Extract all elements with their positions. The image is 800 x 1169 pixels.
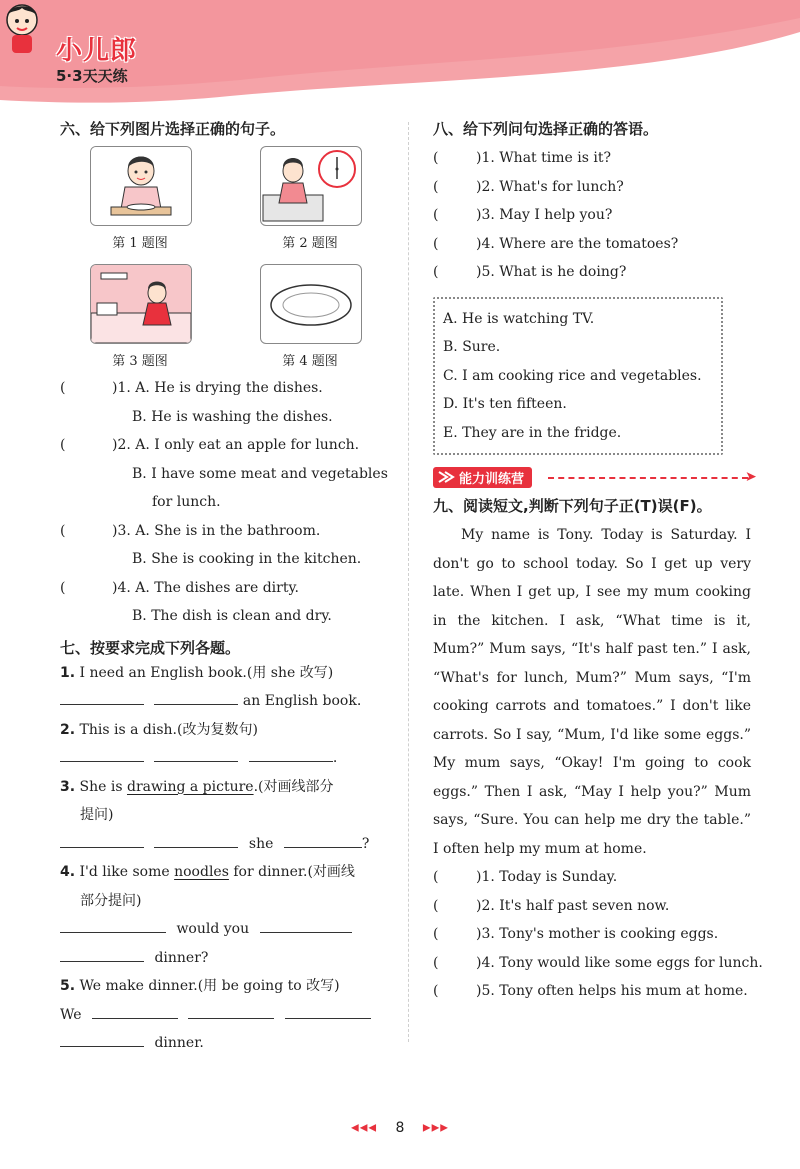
q7-4-answer-2: dinner? xyxy=(60,944,390,973)
q7-2: 2. This is a dish.(改为复数句) xyxy=(60,721,258,738)
section-9-title: 九、阅读短文,判断下列句子正(T)误(F)。 xyxy=(433,497,712,515)
left-arrows-icon: ◀◀◀ xyxy=(351,1122,378,1134)
q9-1: ( )1. Today is Sunday. xyxy=(433,869,618,885)
q8-3: ( )3. May I help you? xyxy=(433,207,613,223)
brand-logo xyxy=(56,30,137,86)
right-arrows-icon: ▶▶▶ xyxy=(422,1122,449,1134)
q9-2: ( )2. It's half past seven now. xyxy=(433,897,670,914)
section-7-title: 七、按要求完成下列各题。 xyxy=(60,638,241,657)
q7-4-cont: 部分提问) xyxy=(80,892,142,909)
option-c: C. I am cooking rice and vegetables. xyxy=(443,367,702,384)
blank-input[interactable] xyxy=(60,918,166,933)
blank-input[interactable] xyxy=(285,1004,371,1019)
q7-5-answer: We xyxy=(60,1001,390,1030)
option-b: B. Sure. xyxy=(443,339,501,355)
option-e: E. They are in the fridge. xyxy=(443,424,622,441)
q7-4-answer: would you xyxy=(60,915,390,944)
options-box xyxy=(433,297,723,456)
blank-input[interactable] xyxy=(154,833,238,848)
caption-2: 第 2 题图 xyxy=(282,236,338,251)
page-number: 8 xyxy=(395,1120,405,1136)
q6-4-a: ( )4. A. The dishes are dirty. xyxy=(60,579,299,596)
blank-input[interactable] xyxy=(260,918,352,933)
left-column xyxy=(60,118,390,1058)
section-8-questions xyxy=(433,144,763,287)
blank-input[interactable] xyxy=(188,1004,274,1019)
q6-3-a: ( )3. A. She is in the bathroom. xyxy=(60,522,321,539)
blank-input[interactable] xyxy=(60,690,144,705)
training-banner xyxy=(433,467,763,491)
q8-5: ( )5. What is he doing? xyxy=(433,264,627,280)
blank-input[interactable] xyxy=(284,833,362,848)
page-header xyxy=(0,0,800,110)
option-d: D. It's ten fifteen. xyxy=(443,396,567,412)
q9-4: ( )4. Tony would like some eggs for lunch. xyxy=(433,954,763,971)
plate-image xyxy=(261,265,361,343)
blank-input[interactable] xyxy=(249,747,333,762)
q7-1-answer: an English book. xyxy=(60,687,390,716)
arrow-icon xyxy=(437,469,455,485)
mascot-icon xyxy=(0,0,44,56)
caption-3: 第 3 题图 xyxy=(112,354,168,369)
reading-passage: My name is Tony. Today is Saturday. I don't go to school today. So I get up very late. When I get up, I see my mum cooking in the kitchen. I ask, “What time is it, Mum?” Mum says, “It's half past ten.” I ask, “What's for lunch, Mum?” Mum says, “I'm cooking carrots and tomatoes.” I don't like carrots. So I say, “Mum, I'd like some eggs.” My mum says, “Okay! I'm going to cook eggs.” Then I ask, “May I help you?” Mum says, “Sure. You can help me dry the table.” I often help my mum at home. xyxy=(433,527,751,857)
option-a: A. He is watching TV. xyxy=(443,310,595,327)
q6-4-b: B. The dish is clean and dry. xyxy=(132,608,332,624)
brand-name: 小儿郎 xyxy=(56,36,138,66)
series-name: 5·3天天练 xyxy=(56,67,128,85)
section-6-title: 六、给下列图片选择正确的句子。 xyxy=(60,120,286,138)
banner-arrow-icon: ➤ xyxy=(745,469,757,485)
blank-input[interactable] xyxy=(60,947,144,962)
q6-1-a: ( )1. A. He is drying the dishes. xyxy=(60,380,323,396)
blank-input[interactable] xyxy=(92,1004,178,1019)
q9-3: ( )3. Tony's mother is cooking eggs. xyxy=(433,926,719,942)
q7-5-answer-2: dinner. xyxy=(60,1029,390,1058)
blank-input[interactable] xyxy=(60,747,144,762)
boy-washing-dishes-image xyxy=(91,147,191,225)
blank-input[interactable] xyxy=(154,747,238,762)
right-column xyxy=(433,118,763,1006)
picture-4 xyxy=(260,264,362,344)
girl-and-clock-image xyxy=(261,147,361,225)
banner-dash-line xyxy=(548,477,748,479)
q7-3: 3. She is drawing a picture.(对画线部分 xyxy=(60,778,334,795)
section-9-questions xyxy=(433,863,763,1006)
q8-2: ( )2. What's for lunch? xyxy=(433,178,624,195)
caption-1: 第 1 题图 xyxy=(112,236,168,251)
section-7-questions xyxy=(60,659,390,1058)
blank-input[interactable] xyxy=(60,1032,144,1047)
q6-2-a: ( )2. A. I only eat an apple for lunch. xyxy=(60,437,360,453)
caption-4: 第 4 题图 xyxy=(282,354,338,369)
picture-1 xyxy=(90,146,192,226)
blank-input[interactable] xyxy=(60,833,144,848)
q7-3-answer: she ? xyxy=(60,830,390,859)
q7-2-answer: . xyxy=(60,744,390,773)
blank-input[interactable] xyxy=(154,690,238,705)
banner-label: 能力训练营 xyxy=(433,467,532,488)
picture-grid xyxy=(60,144,390,374)
section-8-title: 八、给下列问句选择正确的答语。 xyxy=(433,120,659,138)
q6-2-b: B. I have some meat and vegetables xyxy=(132,465,388,482)
girl-cooking-image xyxy=(91,265,191,343)
page-footer xyxy=(0,1120,800,1136)
picture-3 xyxy=(90,264,192,344)
column-divider xyxy=(408,122,409,1042)
q6-3-b: B. She is cooking in the kitchen. xyxy=(132,551,362,567)
q7-1: 1. I need an English book.(用 she 改写) xyxy=(60,664,334,681)
q6-1-b: B. He is washing the dishes. xyxy=(132,408,333,425)
section-6-questions xyxy=(60,374,390,631)
picture-2 xyxy=(260,146,362,226)
q9-5: ( )5. Tony often helps his mum at home. xyxy=(433,983,748,999)
q7-5: 5. We make dinner.(用 be going to 改写) xyxy=(60,978,340,994)
q7-4: 4. I'd like some noodles for dinner.(对画线 xyxy=(60,864,355,880)
q8-4: ( )4. Where are the tomatoes? xyxy=(433,235,679,252)
q8-1: ( )1. What time is it? xyxy=(433,150,611,166)
q6-2-b-cont: for lunch. xyxy=(152,494,221,510)
q7-3-cont: 提问) xyxy=(80,807,114,823)
